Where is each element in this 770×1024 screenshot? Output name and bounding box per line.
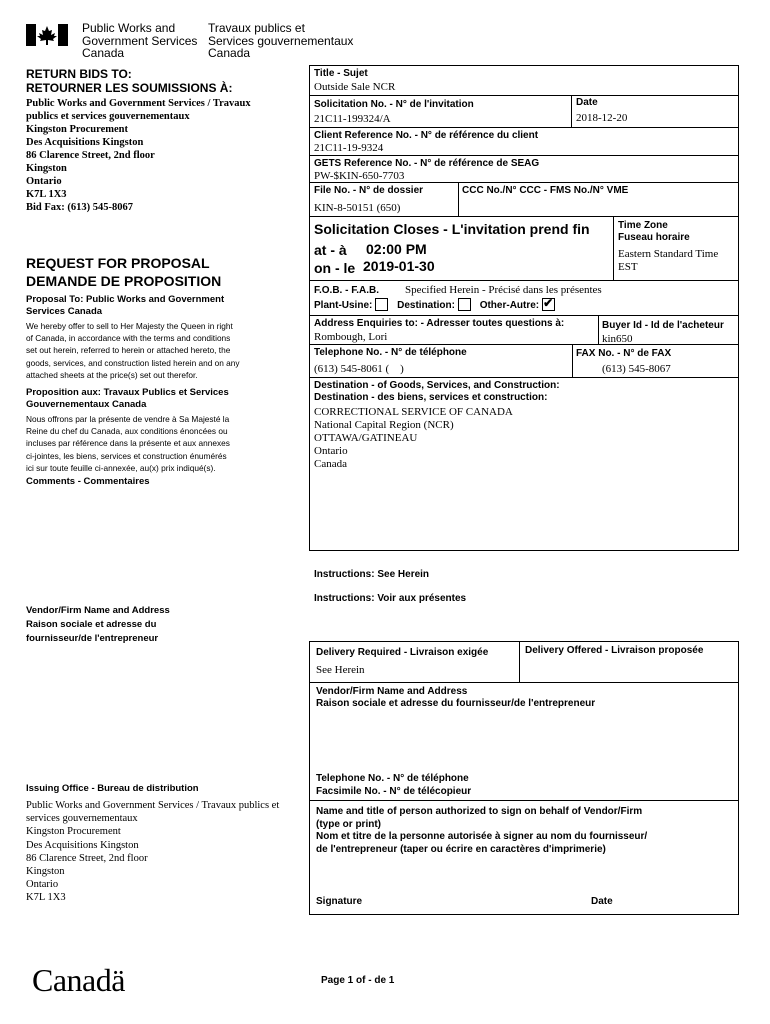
time-zone-label: Time Zone Fuseau horaire — [618, 220, 690, 243]
file-number-label: File No. - N° de dossier — [314, 185, 424, 196]
return-bids-title-fr: RETOURNER LES SOUMISSIONS À: — [26, 81, 233, 95]
delivery-required-label: Delivery Required - Livraison exigée — [316, 647, 489, 658]
gets-reference-value: PW-$KIN-650-7703 — [314, 170, 405, 182]
solicitation-number-value: 21C11-199324/A — [314, 113, 391, 125]
canada-wordmark: Canadä — [32, 962, 125, 998]
date-label: Date — [576, 97, 598, 108]
telephone-facsimile-label: Telephone No. - N° de téléphone Facsimile No. - N° de télécopieur — [316, 773, 472, 797]
other-autre-label: Other-Autre: — [479, 300, 540, 312]
closing-date-value: 2019-01-30 — [363, 258, 435, 274]
canada-flag-icon — [26, 24, 68, 46]
destination-label: Destination: — [397, 300, 455, 312]
signature-date-label: Date — [591, 896, 613, 907]
department-name-fr: Travaux publics et Services gouvernementaux Canada — [208, 21, 354, 60]
gets-reference-label: GETS Reference No. - N° de référence de SEAG — [314, 158, 540, 169]
fax-value: (613) 545-8067 — [602, 363, 671, 375]
telephone-label: Telephone No. - N° de téléphone — [314, 347, 467, 358]
ccc-number-label: CCC No./N° CCC - FMS No./N° VME — [462, 185, 629, 196]
vendor-firm-label: Vendor/Firm Name and Address Raison sociale et adresse du fournisseur/de l'entrepreneur — [316, 686, 596, 709]
delivery-offered-label: Delivery Offered - Livraison proposée — [525, 645, 704, 656]
fob-value: Specified Herein - Précisé dans les présentes — [405, 284, 602, 296]
plant-usine-checkbox[interactable] — [375, 298, 388, 311]
signature-label: Signature — [316, 896, 363, 907]
client-reference-value: 21C11-19-9324 — [314, 142, 384, 154]
date-value: 2018-12-20 — [576, 112, 628, 124]
on-label: on - le — [314, 260, 356, 276]
address-enquiries-value: Rombough, Lori — [314, 331, 388, 343]
time-zone-value: Eastern Standard Time EST — [618, 248, 719, 273]
checkmark-icon: ✔ — [543, 296, 554, 310]
solicitation-closes-label: Solicitation Closes - L'invitation prend fin — [314, 221, 590, 237]
proposal-to-heading: Proposal To: Public Works and Government Services Canada — [26, 294, 225, 317]
issuing-office-label: Issuing Office - Bureau de distribution — [26, 783, 199, 794]
instructions-en: Instructions: See Herein — [314, 569, 430, 580]
delivery-required-value: See Herein — [316, 664, 365, 676]
vendor-firm-left-label: Vendor/Firm Name and Address Raison sociale et adresse du fournisseur/de l'entrepreneur — [26, 605, 170, 644]
comments-label: Comments - Commentaires — [26, 476, 150, 487]
rfp-title-fr: DEMANDE DE PROPOSITION — [26, 273, 222, 289]
client-reference-label: Client Reference No. - N° de référence du client — [314, 130, 539, 141]
return-bids-address: Public Works and Government Services / Travaux publics et services gouvernementaux Kingston Procurement Des Acquisitions Kingston 86 Clarence Street, 2nd floor Kingston Ontario K7L 1X3 Bid Fax: (613) 545-8067 — [26, 98, 251, 213]
fob-options-row — [314, 296, 559, 312]
at-label: at - à — [314, 242, 347, 258]
rfp-title-en: REQUEST FOR PROPOSAL — [26, 255, 210, 271]
department-name-en: Public Works and Government Services Canada — [82, 21, 198, 60]
destination-goods-value: CORRECTIONAL SERVICE OF CANADA National Capital Region (NCR) OTTAWA/GATINEAU Ontario Canada — [314, 406, 513, 470]
fax-label: FAX No. - N° de FAX — [576, 348, 672, 359]
telephone-value: (613) 545-8061 ( ) — [314, 363, 404, 375]
buyer-id-value: kin650 — [602, 333, 633, 345]
title-label: Title - Sujet — [314, 68, 368, 79]
proposition-heading: Proposition aux: Travaux Publics et Services Gouvernementaux Canada — [26, 387, 229, 410]
authorized-signer-label: Name and title of person authorized to sign on behalf of Vendor/Firm (type or print) Nom et titre de la personne autorisée à signer au nom du fournisseur/ de l'entrepreneur (taper ou écrire en caractères d'imprimerie) — [316, 806, 648, 855]
instructions-fr: Instructions: Voir aux présentes — [314, 593, 467, 604]
address-enquiries-label: Address Enquiries to: - Adresser toutes questions à: — [314, 318, 565, 329]
destination-checkbox[interactable] — [458, 298, 471, 311]
solicitation-number-label: Solicitation No. - N° de l'invitation — [314, 99, 474, 110]
other-autre-checkbox[interactable] — [542, 298, 555, 311]
title-value: Outside Sale NCR — [314, 81, 396, 93]
proposal-to-text: We hereby offer to sell to Her Majesty the Queen in right of Canada, in accordance with the terms and conditions set out herein, referred to herein or attached hereto, the goods, services, and construction listed herein and on any attached sheets at the price(s) set out therefor. — [26, 321, 240, 380]
fob-label: F.O.B. - F.A.B. — [314, 285, 379, 296]
return-bids-title-en: RETURN BIDS TO: — [26, 67, 132, 81]
buyer-id-label: Buyer Id - Id de l'acheteur — [602, 320, 724, 331]
page-number: Page 1 of - de 1 — [321, 975, 395, 986]
plant-usine-label: Plant-Usine: — [314, 300, 373, 312]
file-number-value: KIN-8-50151 (650) — [314, 202, 401, 214]
issuing-office-address: Public Works and Government Services / Travaux publics et services gouvernementaux Kingston Procurement Des Acquisitions Kingston 86 Clarence Street, 2nd floor Kingston Ontario K7L 1X3 — [26, 800, 280, 904]
closing-time-value: 02:00 PM — [366, 241, 427, 257]
destination-goods-label: Destination - of Goods, Services, and Construction: Destination - des biens, services et construction: — [314, 380, 560, 403]
proposition-text: Nous offrons par la présente de vendre à Sa Majesté la Reine du chef du Canada, aux conditions énoncées ou incluses par référence dans la présente et aux annexes ci-jointes, les biens, services et construction énumérés ici sur toute feuille ci-annexée, au(x) prix indiqué(s). — [26, 414, 230, 473]
